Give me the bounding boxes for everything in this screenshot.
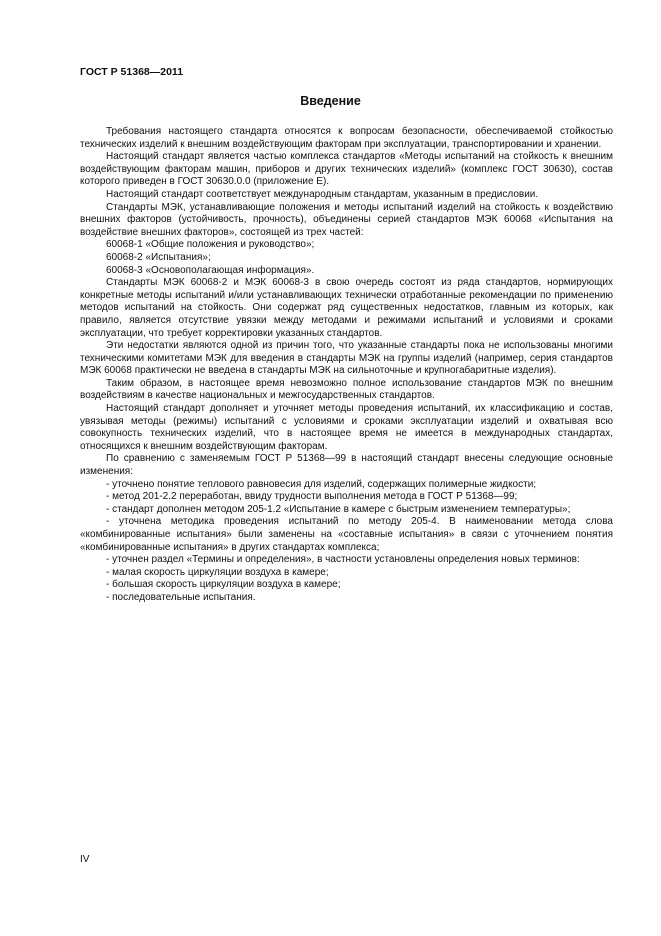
- page-number: IV: [80, 854, 90, 865]
- list-item: 60068-2 «Испытания»;: [106, 251, 211, 263]
- list-item: - уточнено понятие теплового равновесия для изделий, содержащих полимерные жидкости;: [106, 478, 537, 490]
- list-item: - уточнен раздел «Термины и определения», в частности установлены определения новых терминов:: [106, 554, 580, 566]
- list-item: - малая скорость циркуляции воздуха в камере;: [106, 566, 329, 578]
- list-item: 60068-1 «Общие положения и руководство»;: [106, 239, 315, 251]
- paragraph: Таким образом, в настоящее время невозможно полное использование стандартов МЭК по внешним воздействиям в качестве национальных и межгосударственных стандартов.: [80, 377, 613, 402]
- paragraph: Стандарты МЭК 60068-2 и МЭК 60068-3 в свою очередь состоят из ряда стандартов, нормирующих конкретные методы испытаний и/или устанавливающих технически отработанные рекомендации по применению методов испытаний на стойкость. Они содержат ряд существенных недостатков, главным из которых, как правило, является отсутствие увязки между методами и режимами испытаний и условиями и сроками эксплуатации, что требует корректировки указанных стандартов.: [80, 277, 613, 339]
- paragraph: Настоящий стандарт соответствует международным стандартам, указанным в предисловии.: [106, 188, 539, 200]
- paragraph: Эти недостатки являются одной из причин того, что указанные стандарты пока не использованы многими техническими комитетами МЭК для введения в стандарты МЭК на группы изделий (например, серия стандартов МЭК 60068 практически не введена в стандарты МЭК на сильноточные и крупногабаритные изделия).: [80, 340, 613, 377]
- paragraph: Стандарты МЭК, устанавливающие положения и методы испытаний изделий на стойкость к воздействию внешних факторов (устойчивость, прочность), объединены серией стандартов МЭК 60068 «Испытания на воздействие внешних факторов», состоящей из трех частей:: [80, 201, 613, 238]
- list-item: - стандарт дополнен методом 205-1.2 «Испытание в камере с быстрым изменением температуры»;: [106, 503, 571, 515]
- list-item: - большая скорость циркуляции воздуха в камере;: [106, 579, 341, 591]
- paragraph: Настоящий стандарт является частью комплекса стандартов «Методы испытаний на стойкость к внешним воздействующим факторам машин, приборов и других технических изделий» (комплекс ГОСТ 30630), состав которого приведен в ГОСТ 30630.0.0 (приложение Е).: [80, 151, 613, 188]
- paragraph: По сравнению с заменяемым ГОСТ Р 51368—99 в настоящий стандарт внесены следующие основные изменения:: [80, 453, 613, 478]
- paragraph: Настоящий стандарт дополняет и уточняет методы проведения испытаний, их классификацию и состав, увязывая методы (режимы) испытаний с условиями и сроками эксплуатации изделий и охватывая всю совокупность технических изделий, что в настоящее время не имеется в международных стандартах, относящихся к внешним воздействующим факторам.: [80, 403, 613, 452]
- body-text: [80, 126, 613, 605]
- document-code: ГОСТ Р 51368—2011: [80, 66, 184, 78]
- list-item: - последовательные испытания.: [106, 591, 256, 603]
- section-title: Введение: [300, 94, 361, 108]
- list-item: - уточнена методика проведения испытаний по методу 205-4. В наименовании метода слова «комбинированные испытания» были заменены на «составные испытания» в связи с уточнением понятия «комбинированные испытания» в других стандартах комплекса;: [80, 516, 613, 553]
- paragraph: Требования настоящего стандарта относятся к вопросам безопасности, обеспечиваемой стойкостью технических изделий к внешним воздействующим факторам при эксплуатации, транспортировании и хранении.: [80, 126, 613, 150]
- list-item: 60068-3 «Основополагающая информация».: [106, 264, 315, 276]
- list-item: - метод 201-2.2 переработан, ввиду трудности выполнения метода в ГОСТ Р 51368—99;: [106, 491, 518, 503]
